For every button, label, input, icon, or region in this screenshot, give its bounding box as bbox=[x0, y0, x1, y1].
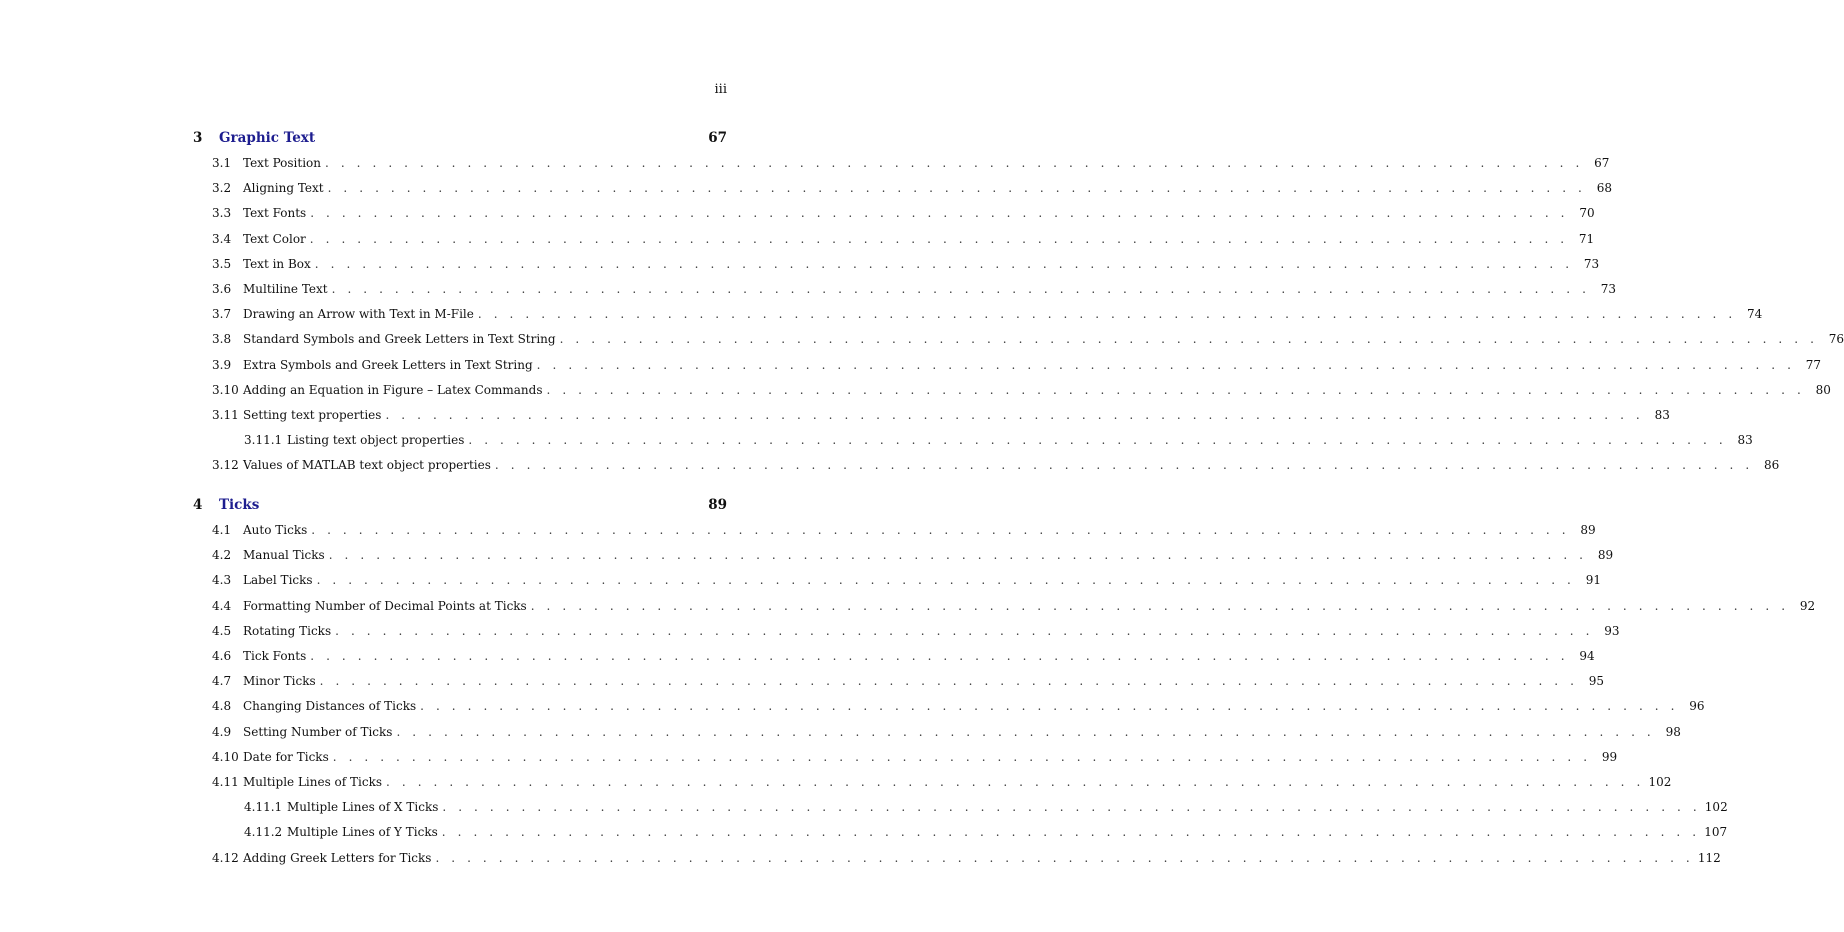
section-title-link[interactable]: Aligning Text bbox=[243, 181, 324, 195]
toc-section-row[interactable] bbox=[212, 179, 1612, 197]
section-title-link[interactable]: Adding Greek Letters for Ticks bbox=[243, 851, 432, 865]
section-number: 3.5 bbox=[212, 257, 232, 271]
section-page-number: 99 bbox=[1601, 750, 1618, 764]
section-title-link[interactable]: Tick Fonts bbox=[243, 649, 307, 663]
section-page-number: 102 bbox=[1704, 800, 1728, 814]
section-number: 3.7 bbox=[212, 307, 232, 321]
section-number: 3.8 bbox=[212, 332, 232, 346]
section-number: 3.3 bbox=[212, 206, 232, 220]
dot-leader: . . . . . . . . . . . . . . . . . . . . . . . . . . . . . . . . . . . . . . . . . . . . . . . . . . . . . . . . . . . . . . . . . . . . . . . . . . . . . . . . bbox=[327, 181, 1586, 195]
toc-subsection-row[interactable] bbox=[244, 798, 1728, 816]
toc-section-row[interactable] bbox=[212, 154, 1610, 172]
toc-section-row[interactable] bbox=[212, 748, 1618, 766]
section-number: 4.12 bbox=[212, 851, 239, 865]
section-number: 4.3 bbox=[212, 573, 232, 587]
section-number: 4.10 bbox=[212, 750, 239, 764]
section-page-number: 73 bbox=[1600, 282, 1617, 296]
section-page-number: 73 bbox=[1583, 257, 1600, 271]
section-title-link[interactable]: Multiple Lines of Y Ticks bbox=[287, 825, 438, 839]
chapter-page-number: 67 bbox=[708, 130, 727, 146]
dot-leader: . . . . . . . . . . . . . . . . . . . . . . . . . . . . . . . . . . . . . . . . . . . . . . . . . . . . . . . . . . . . . . . . . . . . . . . . . . . . . . . . bbox=[325, 156, 1584, 170]
section-number: 3.12 bbox=[212, 458, 239, 472]
toc-section-row[interactable] bbox=[212, 456, 1780, 474]
toc-section-row[interactable] bbox=[212, 622, 1620, 640]
dot-leader: . . . . . . . . . . . . . . . . . . . . . . . . . . . . . . . . . . . . . . . . . . . . . . . . . . . . . . . . . . . . . . . . . . . . . . . . . . . . . . . . bbox=[536, 358, 1796, 372]
section-page-number: 83 bbox=[1654, 408, 1670, 422]
toc-section-row[interactable] bbox=[212, 597, 1816, 615]
section-page-number: 112 bbox=[1697, 851, 1721, 865]
section-page-number: 96 bbox=[1689, 699, 1705, 713]
section-number: 4.9 bbox=[212, 725, 232, 739]
section-page-number: 89 bbox=[1597, 548, 1614, 562]
section-number: 3.6 bbox=[212, 282, 232, 296]
section-number: 3.11.1 bbox=[244, 433, 283, 447]
chapter-number: 3 bbox=[193, 130, 203, 146]
section-page-number: 76 bbox=[1828, 332, 1844, 346]
section-number: 4.4 bbox=[212, 599, 232, 613]
toc-section-row[interactable] bbox=[212, 647, 1595, 665]
section-title-link[interactable]: Label Ticks bbox=[243, 573, 313, 587]
section-page-number: 68 bbox=[1596, 181, 1612, 195]
section-number: 3.2 bbox=[212, 181, 232, 195]
toc-section-row[interactable] bbox=[212, 697, 1705, 715]
section-page-number: 74 bbox=[1747, 307, 1763, 321]
dot-leader: . . . . . . . . . . . . . . . . . . . . . . . . . . . . . . . . . . . . . . . . . . . . . . . . . . . . . . . . . . . . . . . . . . . . . . . . . . . . . . . . bbox=[435, 851, 1694, 865]
dot-leader: . . . . . . . . . . . . . . . . . . . . . . . . . . . . . . . . . . . . . . . . . . . . . . . . . . . . . . . . . . . . . . . . . . . . . . . . . . . . . . . . bbox=[328, 548, 1588, 562]
page-number: iii bbox=[714, 82, 727, 97]
section-title-link[interactable]: Multiline Text bbox=[243, 282, 328, 296]
dot-leader: . . . . . . . . . . . . . . . . . . . . . . . . . . . . . . . . . . . . . . . . . . . . . . . . . . . . . . . . . . . . . . . . . . . . . . . . . . . . . . . . bbox=[420, 699, 1679, 713]
chapter-page-number: 89 bbox=[708, 497, 727, 513]
toc-section-row[interactable] bbox=[212, 356, 1822, 374]
chapter-title-link[interactable]: Ticks bbox=[219, 497, 260, 513]
section-number: 4.11.2 bbox=[244, 825, 283, 839]
dot-leader: . . . . . . . . . . . . . . . . . . . . . . . . . . . . . . . . . . . . . . . . . . . . . . . . . . . . . . . . . . . . . . . . . . . . . . . . . . . . . . . . bbox=[310, 206, 1569, 220]
toc-section-row[interactable] bbox=[212, 672, 1605, 690]
section-title-link[interactable]: Minor Ticks bbox=[243, 674, 316, 688]
toc-subsection-row[interactable] bbox=[244, 431, 1753, 449]
section-title-link[interactable]: Values of MATLAB text object properties bbox=[243, 458, 491, 472]
toc-section-row[interactable] bbox=[212, 230, 1595, 248]
section-page-number: 107 bbox=[1704, 825, 1728, 839]
toc-section-row[interactable] bbox=[212, 521, 1596, 539]
toc-section-row[interactable] bbox=[212, 330, 1844, 348]
dot-leader: . . . . . . . . . . . . . . . . . . . . . . . . . . . . . . . . . . . . . . . . . . . . . . . . . . . . . . . . . . . . . . . . . . . . . . . . . . . . . . . . bbox=[546, 383, 1805, 397]
section-page-number: 70 bbox=[1579, 206, 1595, 220]
chapter-title-link[interactable]: Graphic Text bbox=[219, 130, 316, 146]
section-title-link[interactable]: Text Fonts bbox=[243, 206, 307, 220]
section-title-link[interactable]: Standard Symbols and Greek Letters in Text String bbox=[243, 332, 556, 346]
toc-section-row[interactable] bbox=[212, 849, 1721, 867]
toc-section-row[interactable] bbox=[212, 280, 1617, 298]
dot-leader: . . . . . . . . . . . . . . . . . . . . . . . . . . . . . . . . . . . . . . . . . . . . . . . . . . . . . . . . . . . . . . . . . . . . . . . . . . . . . . . . bbox=[386, 775, 1645, 789]
toc-chapter-row[interactable] bbox=[0, 496, 727, 514]
section-page-number: 77 bbox=[1805, 358, 1822, 372]
section-title-link[interactable]: Formatting Number of Decimal Points at Ticks bbox=[243, 599, 527, 613]
dot-leader: . . . . . . . . . . . . . . . . . . . . . . . . . . . . . . . . . . . . . . . . . . . . . . . . . . . . . . . . . . . . . . . . . . . . . . . . . . . . . . . . bbox=[442, 800, 1701, 814]
dot-leader: . . . . . . . . . . . . . . . . . . . . . . . . . . . . . . . . . . . . . . . . . . . . . . . . . . . . . . . . . . . . . . . . . . . . . . . . . . . . . . . . bbox=[494, 458, 1754, 472]
toc-section-row[interactable] bbox=[212, 255, 1600, 273]
section-number: 4.2 bbox=[212, 548, 232, 562]
dot-leader: . . . . . . . . . . . . . . . . . . . . . . . . . . . . . . . . . . . . . . . . . . . . . . . . . . . . . . . . . . . . . . . . . . . . . . . . . . . . . . . . bbox=[477, 307, 1737, 321]
section-page-number: 89 bbox=[1580, 523, 1596, 537]
dot-leader: . . . . . . . . . . . . . . . . . . . . . . . . . . . . . . . . . . . . . . . . . . . . . . . . . . . . . . . . . . . . . . . . . . . . . . . . . . . . . . . . bbox=[319, 674, 1579, 688]
section-page-number: 67 bbox=[1594, 156, 1610, 170]
dot-leader: . . . . . . . . . . . . . . . . . . . . . . . . . . . . . . . . . . . . . . . . . . . . . . . . . . . . . . . . . . . . . . . . . . . . . . . . . . . . . . . . bbox=[309, 232, 1569, 246]
dot-leader: . . . . . . . . . . . . . . . . . . . . . . . . . . . . . . . . . . . . . . . . . . . . . . . . . . . . . . . . . . . . . . . . . . . . . . . . . . . . . . . . bbox=[385, 408, 1644, 422]
section-page-number: 95 bbox=[1588, 674, 1605, 688]
section-page-number: 80 bbox=[1815, 383, 1831, 397]
section-page-number: 91 bbox=[1585, 573, 1601, 587]
section-number: 3.4 bbox=[212, 232, 232, 246]
section-title-link[interactable]: Text Color bbox=[243, 232, 306, 246]
dot-leader: . . . . . . . . . . . . . . . . . . . . . . . . . . . . . . . . . . . . . . . . . . . . . . . . . . . . . . . . . . . . . . . . . . . . . . . . . . . . . . . . bbox=[335, 624, 1594, 638]
dot-leader: . . . . . . . . . . . . . . . . . . . . . . . . . . . . . . . . . . . . . . . . . . . . . . . . . . . . . . . . . . . . . . . . . . . . . . . . . . . . . . . . bbox=[331, 282, 1591, 296]
section-title-link[interactable]: Setting Number of Ticks bbox=[243, 725, 393, 739]
section-number: 3.11 bbox=[212, 408, 239, 422]
dot-leader: . . . . . . . . . . . . . . . . . . . . . . . . . . . . . . . . . . . . . . . . . . . . . . . . . . . . . . . . . . . . . . . . . . . . . . . . . . . . . . . . bbox=[396, 725, 1655, 739]
toc-section-row[interactable] bbox=[212, 204, 1595, 222]
toc-section-row[interactable] bbox=[212, 406, 1670, 424]
section-page-number: 98 bbox=[1665, 725, 1681, 739]
section-title-link[interactable]: Date for Ticks bbox=[243, 750, 329, 764]
section-title-link[interactable]: Text Position bbox=[243, 156, 321, 170]
section-title-link[interactable]: Rotating Ticks bbox=[243, 624, 332, 638]
section-number: 4.6 bbox=[212, 649, 232, 663]
section-number: 4.5 bbox=[212, 624, 232, 638]
dot-leader: . . . . . . . . . . . . . . . . . . . . . . . . . . . . . . . . . . . . . . . . . . . . . . . . . . . . . . . . . . . . . . . . . . . . . . . . . . . . . . . . bbox=[441, 825, 1701, 839]
section-title-link[interactable]: Multiple Lines of Ticks bbox=[243, 775, 383, 789]
dot-leader: . . . . . . . . . . . . . . . . . . . . . . . . . . . . . . . . . . . . . . . . . . . . . . . . . . . . . . . . . . . . . . . . . . . . . . . . . . . . . . . . bbox=[530, 599, 1790, 613]
section-page-number: 83 bbox=[1737, 433, 1753, 447]
section-title-link[interactable]: Changing Distances of Ticks bbox=[243, 699, 417, 713]
section-title-link[interactable]: Text in Box bbox=[243, 257, 311, 271]
section-title-link[interactable]: Multiple Lines of X Ticks bbox=[287, 800, 439, 814]
section-number: 3.10 bbox=[212, 383, 239, 397]
toc-section-row[interactable] bbox=[212, 723, 1681, 741]
section-number: 3.1 bbox=[212, 156, 232, 170]
toc-section-row[interactable] bbox=[212, 381, 1831, 399]
section-page-number: 86 bbox=[1764, 458, 1780, 472]
dot-leader: . . . . . . . . . . . . . . . . . . . . . . . . . . . . . . . . . . . . . . . . . . . . . . . . . . . . . . . . . . . . . . . . . . . . . . . . . . . . . . . . bbox=[332, 750, 1592, 764]
section-page-number: 94 bbox=[1579, 649, 1595, 663]
section-number: 4.11.1 bbox=[244, 800, 283, 814]
section-page-number: 71 bbox=[1578, 232, 1595, 246]
section-number: 3.9 bbox=[212, 358, 232, 372]
toc-section-row[interactable] bbox=[212, 305, 1763, 323]
toc-section-row[interactable] bbox=[212, 773, 1672, 791]
chapter-number: 4 bbox=[193, 497, 203, 513]
section-number: 4.11 bbox=[212, 775, 239, 789]
toc-section-row[interactable] bbox=[212, 571, 1601, 589]
section-number: 4.8 bbox=[212, 699, 232, 713]
section-page-number: 93 bbox=[1604, 624, 1620, 638]
section-number: 4.7 bbox=[212, 674, 232, 688]
dot-leader: . . . . . . . . . . . . . . . . . . . . . . . . . . . . . . . . . . . . . . . . . . . . . . . . . . . . . . . . . . . . . . . . . . . . . . . . . . . . . . . . bbox=[314, 257, 1574, 271]
section-title-link[interactable]: Auto Ticks bbox=[243, 523, 308, 537]
toc-chapter-row[interactable] bbox=[0, 129, 727, 147]
dot-leader: . . . . . . . . . . . . . . . . . . . . . . . . . . . . . . . . . . . . . . . . . . . . . . . . . . . . . . . . . . . . . . . . . . . . . . . . . . . . . . . . bbox=[311, 523, 1570, 537]
section-title-link[interactable]: Setting text properties bbox=[243, 408, 382, 422]
section-page-number: 102 bbox=[1648, 775, 1672, 789]
toc-section-row[interactable] bbox=[212, 546, 1614, 564]
section-number: 4.1 bbox=[212, 523, 232, 537]
dot-leader: . . . . . . . . . . . . . . . . . . . . . . . . . . . . . . . . . . . . . . . . . . . . . . . . . . . . . . . . . . . . . . . . . . . . . . . . . . . . . . . . bbox=[316, 573, 1575, 587]
section-title-link[interactable]: Manual Ticks bbox=[243, 548, 325, 562]
section-title-link[interactable]: Adding an Equation in Figure – Latex Commands bbox=[243, 383, 543, 397]
dot-leader: . . . . . . . . . . . . . . . . . . . . . . . . . . . . . . . . . . . . . . . . . . . . . . . . . . . . . . . . . . . . . . . . . . . . . . . . . . . . . . . . bbox=[559, 332, 1818, 346]
section-page-number: 92 bbox=[1799, 599, 1816, 613]
toc-subsection-row[interactable] bbox=[244, 823, 1728, 841]
section-title-link[interactable]: Listing text object properties bbox=[287, 433, 465, 447]
dot-leader: . . . . . . . . . . . . . . . . . . . . . . . . . . . . . . . . . . . . . . . . . . . . . . . . . . . . . . . . . . . . . . . . . . . . . . . . . . . . . . . . bbox=[468, 433, 1727, 447]
dot-leader: . . . . . . . . . . . . . . . . . . . . . . . . . . . . . . . . . . . . . . . . . . . . . . . . . . . . . . . . . . . . . . . . . . . . . . . . . . . . . . . . bbox=[310, 649, 1569, 663]
section-title-link[interactable]: Extra Symbols and Greek Letters in Text String bbox=[243, 358, 533, 372]
section-title-link[interactable]: Drawing an Arrow with Text in M-File bbox=[243, 307, 474, 321]
